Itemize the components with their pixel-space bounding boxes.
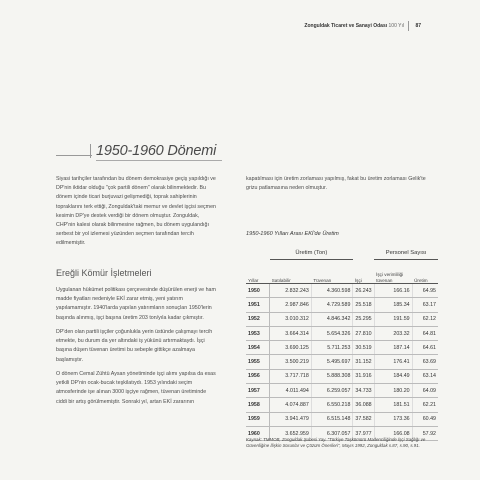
table-cell: 166.16 bbox=[374, 284, 412, 298]
table-cell: 184.49 bbox=[374, 369, 412, 383]
section-title: 1950-1960 Dönemi bbox=[96, 143, 217, 159]
table-cell: 181.51 bbox=[374, 398, 412, 412]
table-cell: 62.12 bbox=[412, 312, 438, 326]
table-row bbox=[246, 384, 438, 398]
table-cell: 191.59 bbox=[374, 312, 412, 326]
table-cell: 2.987.846 bbox=[270, 298, 312, 312]
table-cell: 25.295 bbox=[353, 312, 374, 326]
header-divider bbox=[408, 21, 409, 31]
table-cell: 60.49 bbox=[412, 412, 438, 426]
table-row bbox=[246, 412, 438, 426]
table-cell-year: 1951 bbox=[246, 298, 270, 312]
publication-title: Zonguldak Ticaret ve Sanayi Odası bbox=[304, 23, 388, 29]
table-cell: 27.810 bbox=[353, 326, 374, 340]
table-row bbox=[246, 355, 438, 369]
table-cell: 31.152 bbox=[353, 355, 374, 369]
subheading-eregli: Ereğli Kömür İşletmeleri bbox=[56, 268, 152, 278]
table-row bbox=[246, 326, 438, 340]
page-number: 87 bbox=[415, 23, 421, 29]
table-cell: 64.61 bbox=[412, 341, 438, 355]
table-cell: 3.664.314 bbox=[270, 326, 312, 340]
table-cell-year: 1953 bbox=[246, 326, 270, 340]
left-paragraph-2: Uygulanan hükümet politikası çerçevesinde düşürülen enerji ve ham madde fiyatları nedeniyle EKİ zarar etmiş, yeni yatırım yapılamamıştır. 1940'larda yapılan yatırımların sonuçları 1950'lerin başında alınmış, işçi başına üretim 203 ton/yıla kadar çıkmıştır. bbox=[56, 287, 216, 321]
left-paragraph-4: O dönem Cemal Zühtü Aysan yönetiminde işçi alımı yapılsa da esas yetkili DP'nin ocak-bucak teşkilatıydı. 1953 yılındaki seçim atmosferinde işe alınan 3000 işçiye rağmen, tüvenan üretiminde ciddi bir artış görülmemiştir. Sonraki yıl, artan EKİ zararının bbox=[56, 371, 216, 405]
table-cell: 5.654.326 bbox=[311, 326, 353, 340]
table-row bbox=[246, 284, 438, 298]
table-cell: 6.550.218 bbox=[311, 398, 353, 412]
group-header-production: Üretim (Ton) bbox=[270, 247, 353, 260]
table-cell: 4.360.598 bbox=[311, 284, 353, 298]
table-row bbox=[246, 398, 438, 412]
table-cell: 2.832.243 bbox=[270, 284, 312, 298]
table-row bbox=[246, 341, 438, 355]
table-cell: 6.515.148 bbox=[311, 412, 353, 426]
table-cell-year: 1955 bbox=[246, 355, 270, 369]
table-cell-year: 1959 bbox=[246, 412, 270, 426]
table-cell: 4.729.589 bbox=[311, 298, 353, 312]
table-cell: 3.941.479 bbox=[270, 412, 312, 426]
table-cell: 166.08 bbox=[374, 426, 412, 440]
table-cell: 203.32 bbox=[374, 326, 412, 340]
table-cell-year: 1956 bbox=[246, 369, 270, 383]
left-paragraph-1: Siyasi tarihçiler tarafından bu dönem demokrasiye geçiş yapıldığı ve DP'nin iktidar olduğu "çok partili dönem" olarak bilinmektedir. Bu dönem içinde ticari burjuvazi gelişmediği, toprak sahiplerinin topraklarını terk ettiği, Zonguldak'taki memur ve devlet işçisi seçmen kesimin DP'ye destek verdiği bir dönem olmuştur. Zonguldak, CHP'nin kalesi olarak bilinmesine rağmen, bu dönem uygulandığı serbest bir yol izlemesi yüzünden seçmen tarafından tercih edilmemiştir. bbox=[56, 176, 216, 247]
right-paragraph-1: kapatılması için üretim zorlaması yapılmış, fakat bu üretim zorlaması Gelik'te grizu patlamasına neden olmuştur. bbox=[246, 176, 426, 192]
table-cell: 6.307.057 bbox=[311, 426, 353, 440]
table-cell: 25.518 bbox=[353, 298, 374, 312]
col-header-output: Üretim bbox=[412, 260, 438, 284]
table-source-note: Kaynak: TMMOB, Zonguldak Şubesi Yay. "Türkiye Taşkömürü Madenciliğinde İşçi Sağlığı ve Güvenliğine İlişkin Sorunlar ve Çözüm Önerileri", Mayıs 1992, Zonguldak s.87, s.90, s.91. bbox=[246, 437, 426, 449]
col-header-productivity: İşçi verimliliği tüvenan bbox=[374, 260, 412, 284]
table-row bbox=[246, 298, 438, 312]
col-header-workers: İşçi bbox=[353, 260, 374, 284]
table-cell-year: 1957 bbox=[246, 384, 270, 398]
table-cell: 63.17 bbox=[412, 298, 438, 312]
table-cell-year: 1952 bbox=[246, 312, 270, 326]
table-cell-year: 1958 bbox=[246, 398, 270, 412]
table-row bbox=[246, 369, 438, 383]
table-cell: 36.088 bbox=[353, 398, 374, 412]
section-rule-horizontal bbox=[56, 155, 92, 156]
table-cell: 37.977 bbox=[353, 426, 374, 440]
table-cell: 26.243 bbox=[353, 284, 374, 298]
table-cell: 187.14 bbox=[374, 341, 412, 355]
table-cell: 5.495.697 bbox=[311, 355, 353, 369]
table-cell: 4.074.887 bbox=[270, 398, 312, 412]
running-header bbox=[304, 23, 404, 29]
table-group-header-row bbox=[246, 247, 438, 260]
table-column-header-row bbox=[246, 260, 438, 284]
table-cell-year: 1950 bbox=[246, 284, 270, 298]
table-cell: 37.582 bbox=[353, 412, 374, 426]
table-cell-year: 1960 bbox=[246, 426, 270, 440]
section-rule-vertical bbox=[90, 144, 91, 158]
table-cell: 180.20 bbox=[374, 384, 412, 398]
table-cell: 64.81 bbox=[412, 326, 438, 340]
col-header-saleable: Satılabilir bbox=[270, 260, 312, 284]
table-cell: 3.010.312 bbox=[270, 312, 312, 326]
table-cell: 6.259.057 bbox=[311, 384, 353, 398]
table-cell: 31.916 bbox=[353, 369, 374, 383]
table-cell-year: 1954 bbox=[246, 341, 270, 355]
table-cell: 3.652.959 bbox=[270, 426, 312, 440]
table-cell: 63.14 bbox=[412, 369, 438, 383]
table-cell: 30.519 bbox=[353, 341, 374, 355]
table-cell: 57.92 bbox=[412, 426, 438, 440]
table-row bbox=[246, 312, 438, 326]
group-header-personnel: Personel Sayısı bbox=[374, 247, 438, 260]
table-cell: 185.34 bbox=[374, 298, 412, 312]
table-cell: 4.011.494 bbox=[270, 384, 312, 398]
table-cell: 5.888.308 bbox=[311, 369, 353, 383]
left-paragraph-3: DP'den olan partili işçiler çoğunlukla yerin üstünde çalışmayı tercih etmekte, bu durum da yer altındaki iş yükünü artırmaktaydı. İşçi başına düşen tüvenan üretimi bu sebeple gittikçe azalmaya başlamıştır. bbox=[56, 329, 213, 363]
table-cell: 64.95 bbox=[412, 284, 438, 298]
col-header-raw: Tüvenan bbox=[311, 260, 353, 284]
table-cell: 173.36 bbox=[374, 412, 412, 426]
section-title-underline bbox=[96, 160, 222, 161]
table-cell: 63.69 bbox=[412, 355, 438, 369]
publication-subtitle: 100 Yıl bbox=[388, 23, 404, 29]
table-cell: 3.717.718 bbox=[270, 369, 312, 383]
table-cell: 176.41 bbox=[374, 355, 412, 369]
production-table bbox=[246, 247, 438, 441]
table-cell: 3.500.219 bbox=[270, 355, 312, 369]
table-cell: 5.711.253 bbox=[311, 341, 353, 355]
table-title: 1950-1960 Yılları Arası EKİ'de Üretim bbox=[246, 231, 339, 237]
col-header-years: Yıllar bbox=[246, 260, 270, 284]
table-cell: 4.846.342 bbox=[311, 312, 353, 326]
table-cell: 3.690.125 bbox=[270, 341, 312, 355]
table-cell: 64.09 bbox=[412, 384, 438, 398]
table-cell: 34.733 bbox=[353, 384, 374, 398]
table-cell: 62.21 bbox=[412, 398, 438, 412]
